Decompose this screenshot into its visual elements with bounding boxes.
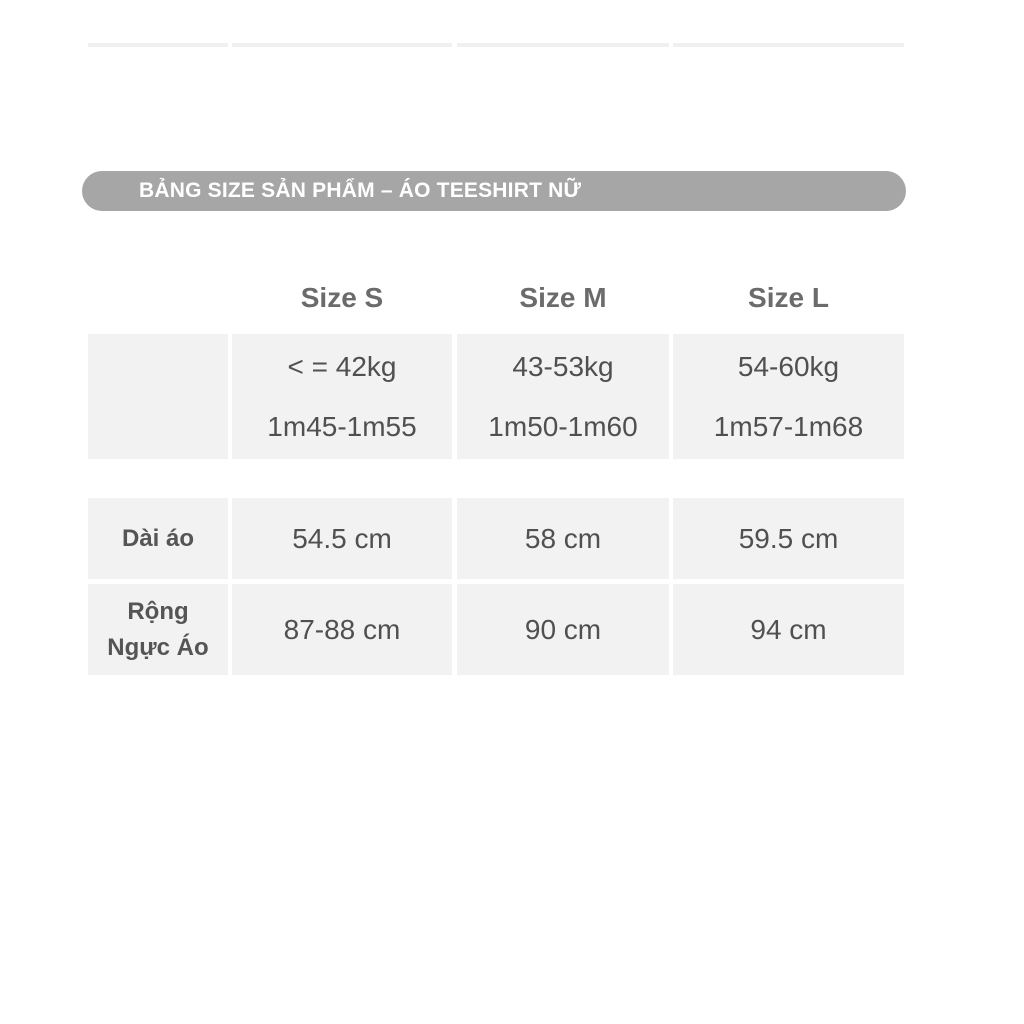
length-value: 59.5 cm bbox=[738, 522, 839, 554]
chest-value: 87-88 cm bbox=[283, 613, 401, 645]
top-divider bbox=[457, 43, 669, 47]
fit-cell-size-m bbox=[457, 334, 669, 459]
row-label-length: Dài áo bbox=[121, 524, 195, 552]
fit-row-label-cell bbox=[88, 334, 228, 459]
size-chart-title-bar bbox=[82, 171, 906, 211]
weight-range: 43-53kg bbox=[512, 350, 614, 382]
column-header-size-m: Size M bbox=[519, 282, 607, 313]
length-value: 58 cm bbox=[524, 522, 602, 554]
height-range: 1m57-1m68 bbox=[713, 410, 864, 442]
row-label-cell-length bbox=[88, 498, 228, 579]
length-cell-size-m bbox=[457, 498, 669, 579]
row-label-cell-chest bbox=[88, 584, 228, 675]
fit-cell-size-s bbox=[232, 334, 452, 459]
length-cell-size-s bbox=[232, 498, 452, 579]
height-range: 1m45-1m55 bbox=[267, 410, 417, 442]
chest-cell-size-l bbox=[673, 584, 904, 675]
length-cell-size-l bbox=[673, 498, 904, 579]
column-header-size-s: Size S bbox=[300, 282, 384, 313]
chest-cell-size-m bbox=[457, 584, 669, 675]
top-divider bbox=[673, 43, 904, 47]
chest-value: 90 cm bbox=[524, 613, 602, 645]
length-value: 54.5 cm bbox=[292, 522, 392, 554]
size-chart-title: BẢNG SIZE SẢN PHẨM – ÁO TEESHIRT NỮ bbox=[139, 179, 582, 202]
height-range: 1m50-1m60 bbox=[488, 410, 638, 442]
fit-cell-size-l bbox=[673, 334, 904, 459]
top-divider bbox=[232, 43, 452, 47]
chest-cell-size-s bbox=[232, 584, 452, 675]
weight-range: < = 42kg bbox=[287, 350, 397, 382]
top-divider bbox=[88, 43, 228, 47]
row-label-chest-line2: Ngực Áo bbox=[107, 633, 209, 661]
weight-range: 54-60kg bbox=[737, 350, 840, 382]
chest-value: 94 cm bbox=[750, 613, 827, 645]
column-header-size-l: Size L bbox=[748, 282, 829, 313]
row-label-chest-line1: Rộng bbox=[127, 597, 189, 625]
